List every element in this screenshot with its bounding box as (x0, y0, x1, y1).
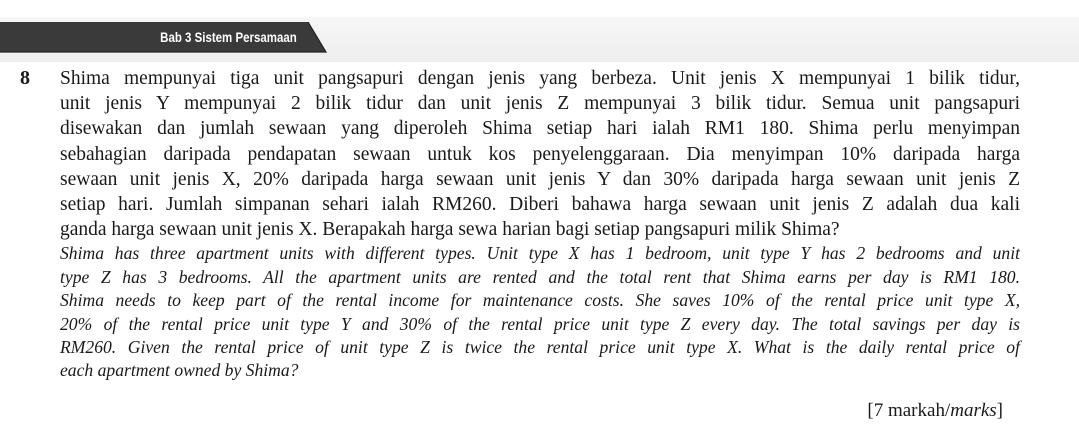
malay-text (60, 66, 1020, 242)
english-line: type Z has 3 bedrooms. All the apartment units are rented and the total rent that Shima earns per day is RM1 180. (60, 266, 1020, 287)
question-body (60, 66, 1020, 383)
question-number: 8 (20, 67, 30, 89)
malay-line: setiap hari. Jumlah simpanan sehari ialah RM260. Diberi bahawa harga sewaan unit jenis Z adalah dua kali (60, 194, 1020, 216)
english-line: 20% of the rental price unit type Y and 30% of the rental price unit type Z every day. The total savings per day is (60, 313, 1020, 334)
malay-line: sewaan unit jenis X, 20% daripada harga sewaan unit jenis Y dan 30% daripada harga sewaan unit jenis Z (60, 168, 1020, 190)
malay-line: ganda harga sewaan unit jenis X. Berapakah harga sewa harian bagi setiap pangsapuri milik Shima? (60, 219, 840, 241)
english-line: RM260. Given the rental price of unit type Z is twice the rental price unit type X. What is the daily rental price of (60, 337, 1020, 358)
english-text (60, 242, 1020, 382)
malay-line: Shima mempunyai tiga unit pangsapuri dengan jenis yang berbeza. Unit jenis X mempunyai 1 bilik tidur, (60, 68, 1020, 89)
malay-line: unit jenis Y mempunyai 2 bilik tidur dan unit jenis Z mempunyai 3 bilik tidur. Semua unit pangsapuri (60, 93, 1020, 115)
malay-line: sebahagian daripada pendapatan sewaan untuk kos penyelenggaraan. Dia menyimpan 10% daripada harga (60, 143, 1020, 165)
english-line: Shima has three apartment units with different types. Unit type X has 1 bedroom, unit type Y has 2 bedrooms and unit (60, 243, 1020, 264)
english-line: Shima needs to keep part of the rental income for maintenance costs. She saves 10% of the rental price unit type X, (60, 290, 1020, 311)
marks-label (867, 400, 1003, 422)
marks-suffix: ] (996, 400, 1003, 421)
malay-line: disewakan dan jumlah sewaan yang diperoleh Shima setiap hari ialah RM1 180. Shima perlu menyimpan (60, 118, 1020, 140)
marks-prefix: [7 markah/ (867, 400, 951, 421)
english-line: each apartment owned by Shima? (60, 360, 299, 381)
marks-english: marks (950, 400, 997, 421)
chapter-tab (0, 22, 330, 58)
chapter-title: Bab 3 Sistem Persamaan (160, 29, 297, 45)
